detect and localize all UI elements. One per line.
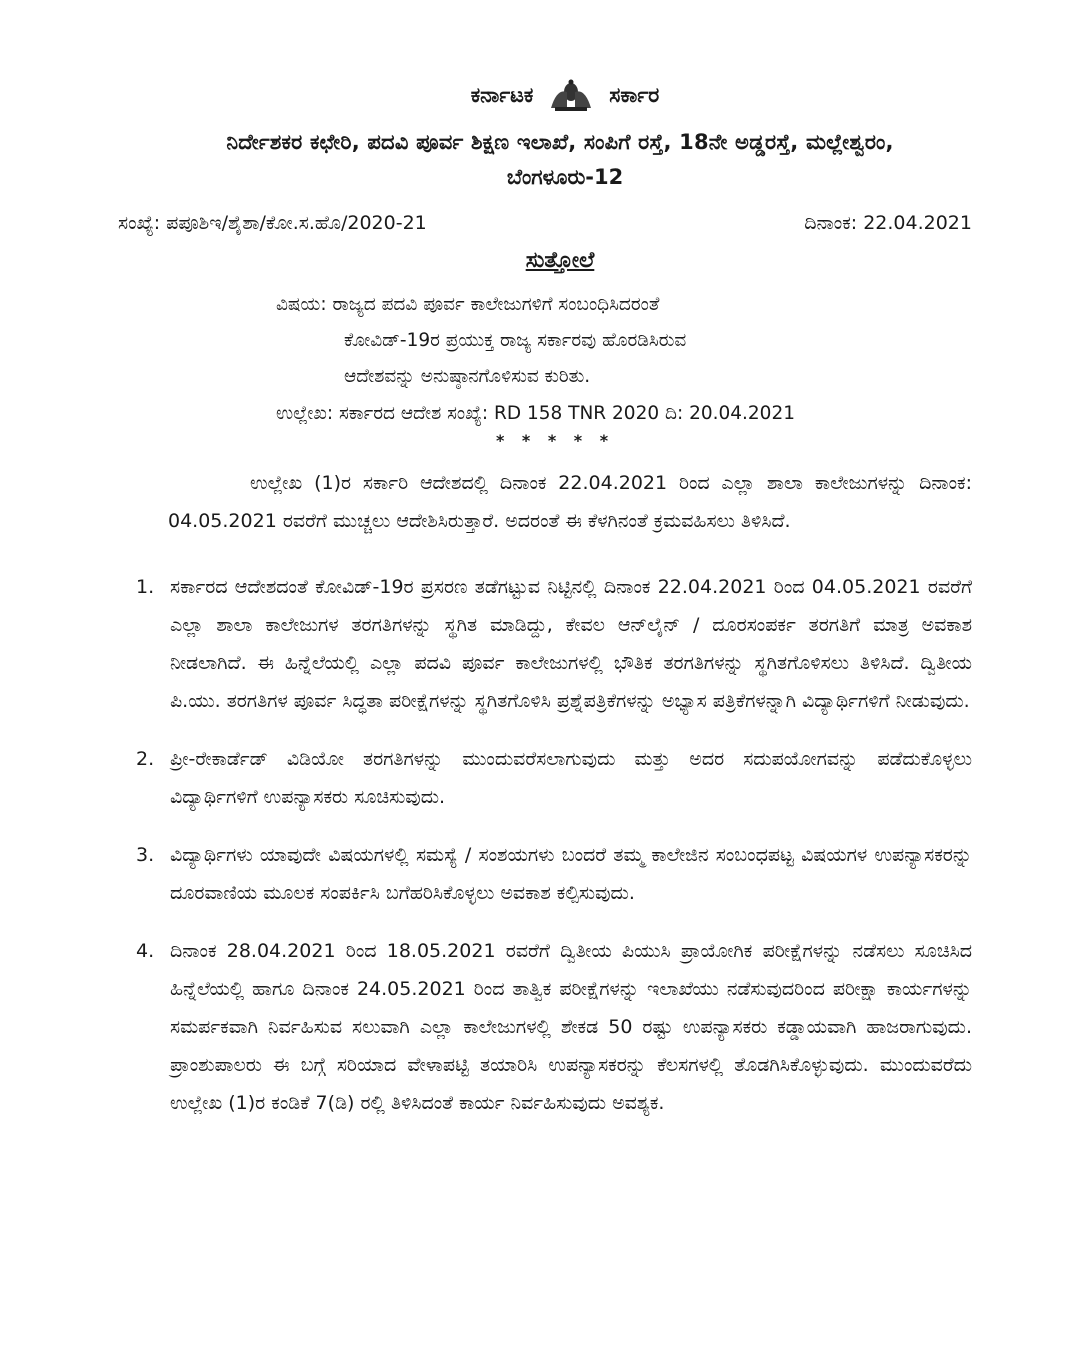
- instruction-list: [136, 568, 972, 1122]
- list-item-number: 1.: [136, 576, 155, 598]
- separator-stars: * * * * *: [495, 431, 615, 450]
- office-address: ನಿರ್ದೇಶಕರ ಕಛೇರಿ, ಪದವಿ ಪೂರ್ವ ಶಿಕ್ಷಣ ಇಲಾಖೆ, ಸಂಪಿಗೆ ರಸ್ತೆ, 18ನೇ ಅಡ್ಡರಸ್ತೆ, ಮಲ್ಲೇಶ್ವರಂ,: [226, 130, 894, 154]
- letterhead-title: [158, 78, 972, 112]
- order-date: ದಿನಾಂಕ: 22.04.2021: [804, 212, 972, 234]
- subject-line-2: ಕೋವಿಡ್-19ರ ಪ್ರಯುಕ್ತ ರಾಜ್ಯ ಸರ್ಕಾರವು ಹೊರಡಿಸಿರುವ: [344, 330, 687, 351]
- state-name-left: ಕರ್ನಾಟಕ: [470, 82, 534, 107]
- list-item-number: 3.: [136, 844, 155, 866]
- office-city: ಬೆಂಗಳೂರು-12: [506, 165, 624, 189]
- list-item-number: 4.: [136, 940, 155, 962]
- list-item: [136, 740, 972, 816]
- list-item: [136, 836, 972, 912]
- list-item-text: ವಿದ್ಯಾರ್ಥಿಗಳು ಯಾವುದೇ ವಿಷಯಗಳಲ್ಲಿ ಸಮಸ್ಯೆ / ಸಂಶಯಗಳು ಬಂದರೆ ತಮ್ಮ ಕಾಲೇಜಿನ ಸಂಬಂಧಪಟ್ಟ ವಿಷಯಗಳ ಉಪನ್ಯಾಸಕರನ್ನು ದೂರವಾಣಿಯ ಮೂಲಕ ಸಂಪರ್ಕಿಸಿ ಬಗೆಹರಿಸಿಕೊಳ್ಳಲು ಅವಕಾಶ ಕಲ್ಪಿಸುವುದು.: [170, 844, 972, 904]
- list-item-text: ಪ್ರೀ-ರೇಕಾರ್ಡೆಡ್ ವಿಡಿಯೋ ತರಗತಿಗಳನ್ನು ಮುಂದುವರೆಸಲಾಗುವುದು ಮತ್ತು ಅದರ ಸದುಪಯೋಗವನ್ನು ಪಡೆದುಕೊಳ್ಳಲು ವಿದ್ಯಾರ್ಥಿಗಳಿಗೆ ಉಪನ್ಯಾಸಕರು ಸೂಚಿಸುವುದು.: [170, 748, 972, 808]
- subject-line-1: ವಿಷಯ: ರಾಜ್ಯದ ಪದವಿ ಪೂರ್ವ ಕಾಲೇಜುಗಳಿಗೆ ಸಂಬಂಧಿಸಿದರಂತೆ: [276, 294, 660, 315]
- subject-block: [276, 287, 972, 395]
- list-item-text: ಸರ್ಕಾರದ ಆದೇಶದಂತೆ ಕೋವಿಡ್-19ರ ಪ್ರಸರಣ ತಡೆಗಟ್ಟುವ ನಿಟ್ಟಿನಲ್ಲಿ ದಿನಾಂಕ 22.04.2021 ರಿಂದ 04.05.2021 ರವರೆಗೆ ಎಲ್ಲಾ ಶಾಲಾ ಕಾಲೇಜುಗಳ ತರಗತಿಗಳನ್ನು ಸ್ಥಗಿತ ಮಾಡಿದ್ದು, ಕೇವಲ ಆನ್‌ಲೈನ್ / ದೂರಸಂಪರ್ಕ ತರಗತಿಗೆ ಮಾತ್ರ ಅವಕಾಶ ನೀಡಲಾಗಿದೆ. ಈ ಹಿನ್ನೆಲೆಯಲ್ಲಿ ಎಲ್ಲಾ ಪದವಿ ಪೂರ್ವ ಕಾಲೇಜುಗಳಲ್ಲಿ ಭೌತಿಕ ತರಗತಿಗಳನ್ನು ಸ್ಥಗಿತಗೊಳಿಸಲು ತಿಳಿಸಿದೆ. ದ್ವಿತೀಯ ಪಿ.ಯು. ತರಗತಿಗಳ ಪೂರ್ವ ಸಿದ್ಧತಾ ಪರೀಕ್ಷೆಗಳನ್ನು ಸ್ಥಗಿತಗೊಳಿಸಿ ಪ್ರಶ್ನೆಪತ್ರಿಕೆಗಳನ್ನು ಅಭ್ಯಾಸ ಪತ್ರಿಕೆಗಳನ್ನಾಗಿ ವಿದ್ಯಾರ್ಥಿಗಳಿಗೆ ನೀಡುವುದು.: [170, 576, 972, 712]
- list-item-text: ದಿನಾಂಕ 28.04.2021 ರಿಂದ 18.05.2021 ರವರೆಗೆ ದ್ವಿತೀಯ ಪಿಯುಸಿ ಪ್ರಾಯೋಗಿಕ ಪರೀಕ್ಷೆಗಳನ್ನು ನಡೆಸಲು ಸೂಚಿಸಿದ ಹಿನ್ನೆಲೆಯಲ್ಲಿ ಹಾಗೂ ದಿನಾಂಕ 24.05.2021 ರಿಂದ ತಾತ್ವಿಕ ಪರೀಕ್ಷೆಗಳನ್ನು ಇಲಾಖೆಯು ನಡೆಸುವುದರಿಂದ ಪರೀಕ್ಷಾ ಕಾರ್ಯಗಳನ್ನು ಸಮರ್ಪಕವಾಗಿ ನಿರ್ವಹಿಸುವ ಸಲುವಾಗಿ ಎಲ್ಲಾ ಕಾಲೇಜುಗಳಲ್ಲಿ ಶೇಕಡ 50 ರಷ್ಟು ಉಪನ್ಯಾಸಕರು ಕಡ್ಡಾಯವಾಗಿ ಹಾಜರಾಗುವುದು. ಪ್ರಾಂಶುಪಾಲರು ಈ ಬಗ್ಗೆ ಸರಿಯಾದ ವೇಳಾಪಟ್ಟಿ ತಯಾರಿಸಿ ಉಪನ್ಯಾಸಕರನ್ನು ಕೆಲಸಗಳಲ್ಲಿ ತೊಡಗಿಸಿಕೊಳ್ಳುವುದು. ಮುಂದುವರೆದು ಉಲ್ಲೇಖ (1)ರ ಕಂಡಿಕೆ 7(ಡಿ) ರಲ್ಲಿ ತಿಳಿಸಿದಂತೆ ಕಾರ್ಯ ನಿರ್ವಹಿಸುವುದು ಅವಶ್ಯಕ.: [170, 940, 972, 1114]
- state-name-right: ಸರ್ಕಾರ: [609, 82, 660, 107]
- reference-line: ಉಲ್ಲೇಖ: ಸರ್ಕಾರದ ಆದೇಶ ಸಂಖ್ಯೆ: RD 158 TNR 2020 ದಿ: 20.04.2021: [276, 403, 795, 424]
- reference-row: [118, 212, 972, 234]
- list-item: [136, 932, 972, 1122]
- intro-paragraph: ಉಲ್ಲೇಖ (1)ರ ಸರ್ಕಾರಿ ಆದೇಶದಲ್ಲಿ ದಿನಾಂಕ 22.04.2021 ರಿಂದ ಎಲ್ಲಾ ಶಾಲಾ ಕಾಲೇಜುಗಳನ್ನು ದಿನಾಂಕ: 04.05.2021 ರವರೆಗೆ ಮುಚ್ಚಲು ಆದೇಶಿಸಿರುತ್ತಾರೆ. ಅದರಂತೆ ಈ ಕೆಳಗಿನಂತೆ ಕ್ರಮವಹಿಸಲು ತಿಳಿಸಿದೆ.: [168, 472, 972, 532]
- list-item: [136, 568, 972, 720]
- order-number: ಸಂಖ್ಯೆ: ಪಪೂಶಿಇ/ಶೈಶಾ/ಕೋ.ಸ.ಹೊ/2020-21: [118, 212, 427, 234]
- list-item-number: 2.: [136, 748, 155, 770]
- state-emblem-icon: [547, 78, 595, 112]
- circular-title: ಸುತ್ತೋಲೆ: [525, 248, 595, 273]
- subject-line-3: ಆದೇಶವನ್ನು ಅನುಷ್ಠಾನಗೊಳಿಸುವ ಕುರಿತು.: [344, 366, 591, 387]
